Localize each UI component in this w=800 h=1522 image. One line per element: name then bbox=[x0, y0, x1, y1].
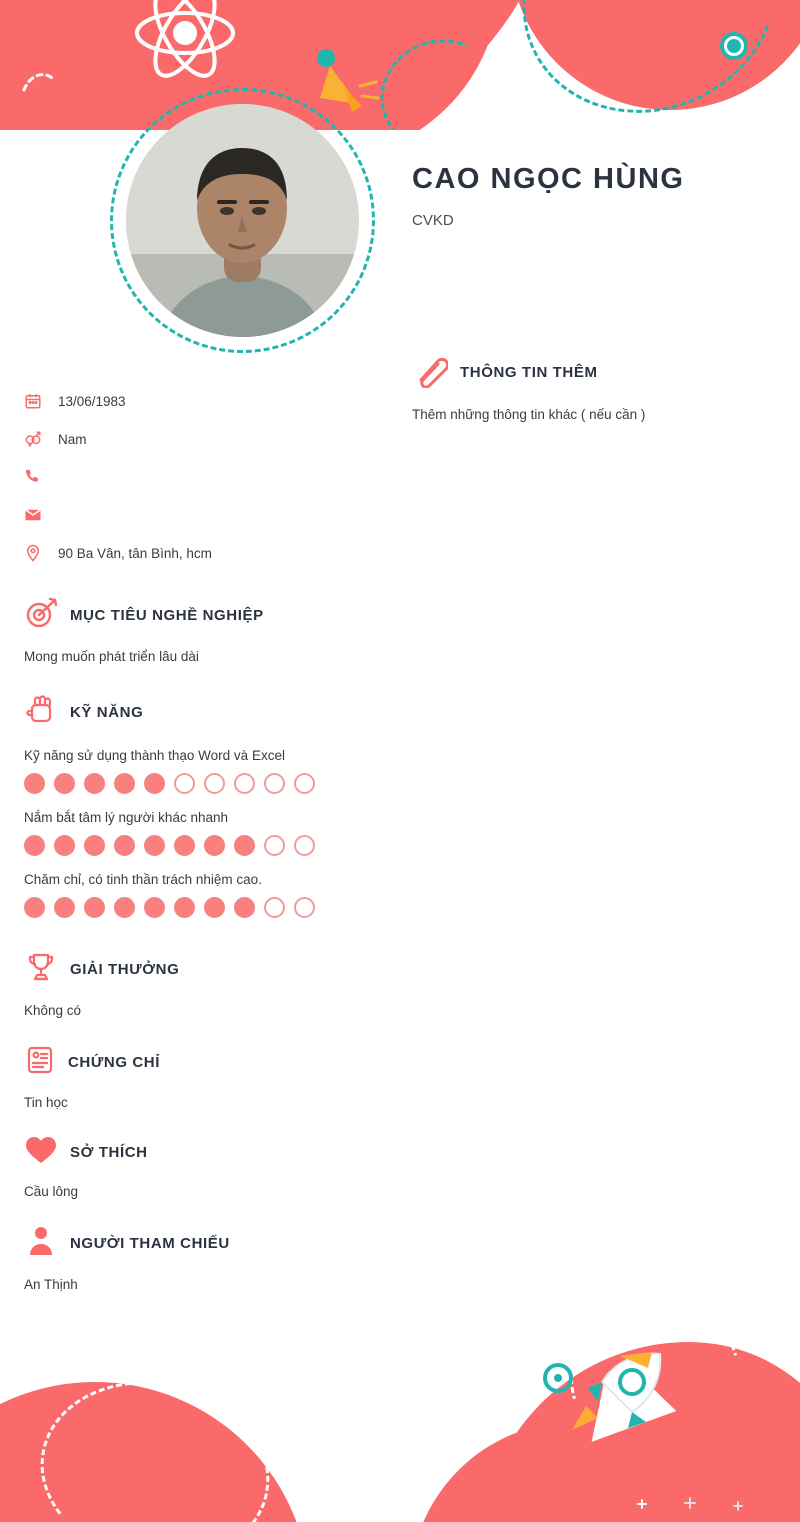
skill-dot bbox=[174, 897, 195, 918]
contact-row-birthdate bbox=[24, 382, 384, 420]
decor-dashed-arc-bottom bbox=[539, 1262, 771, 1493]
career-goal-body: Mong muốn phát triển lâu dài bbox=[24, 649, 199, 664]
skill-dot bbox=[24, 773, 45, 794]
gender-icon bbox=[24, 430, 58, 448]
contact-value-birthdate: 13/06/1983 bbox=[58, 393, 126, 409]
career-goal-header bbox=[24, 596, 404, 635]
skill-label: Nắm bắt tâm lý người khác nhanh bbox=[24, 810, 228, 826]
skill-dot bbox=[204, 835, 225, 856]
skill-dot bbox=[144, 897, 165, 918]
contact-value-gender: Nam bbox=[58, 431, 87, 447]
contact-value-address: 90 Ba Vân, tân Bình, hcm bbox=[58, 545, 212, 561]
hobbies-body: Cầu lông bbox=[24, 1183, 79, 1199]
references-section bbox=[24, 1224, 404, 1295]
skill-item bbox=[24, 810, 404, 856]
references-title: NGƯỜI THAM CHIẾU bbox=[70, 1235, 230, 1252]
skill-dot bbox=[234, 897, 255, 918]
skill-dot bbox=[234, 773, 255, 794]
skill-dot bbox=[264, 773, 285, 794]
awards-body: Không có bbox=[24, 1003, 82, 1019]
skill-rating bbox=[24, 773, 404, 794]
decor-blob-bottom-left bbox=[0, 1382, 310, 1522]
skill-dot bbox=[84, 773, 105, 794]
rocket-icon bbox=[520, 1342, 680, 1462]
certificates-header bbox=[24, 1044, 404, 1081]
extra-info-body: Thêm những thông tin khác ( nếu cần ) bbox=[412, 407, 646, 422]
skill-dot bbox=[294, 835, 315, 856]
avatar bbox=[110, 88, 375, 353]
skills-section bbox=[24, 693, 404, 918]
contact-row-email bbox=[24, 496, 384, 534]
skill-dot bbox=[114, 835, 135, 856]
certificates-body: Tin học bbox=[24, 1094, 68, 1110]
certificate-icon bbox=[24, 1044, 56, 1081]
skill-dot bbox=[174, 773, 195, 794]
decor-dashed-arc-bottom-2 bbox=[26, 1363, 284, 1522]
skill-dot bbox=[24, 835, 45, 856]
skill-dot bbox=[54, 835, 75, 856]
awards-header bbox=[24, 950, 404, 989]
calendar-icon bbox=[24, 392, 58, 410]
skill-dot bbox=[264, 835, 285, 856]
skill-rating bbox=[24, 835, 404, 856]
skill-dot bbox=[294, 773, 315, 794]
decor-blob-bottom-right-2 bbox=[410, 1422, 740, 1522]
career-goal-section bbox=[24, 596, 404, 667]
location-icon bbox=[24, 544, 58, 562]
skill-label: Kỹ năng sử dụng thành thạo Word và Excel bbox=[24, 748, 285, 764]
awards-title: GIẢI THƯỞNG bbox=[70, 961, 180, 979]
skill-dot bbox=[84, 897, 105, 918]
skill-dot bbox=[294, 897, 315, 918]
decor-blob-top-right bbox=[510, 0, 800, 110]
skill-dot bbox=[204, 773, 225, 794]
contact-row-gender bbox=[24, 420, 384, 458]
phone-icon bbox=[24, 468, 58, 486]
hobbies-header bbox=[24, 1135, 404, 1170]
decor-blob-bottom-right bbox=[480, 1342, 800, 1522]
skills-title: KỸ NĂNG bbox=[70, 704, 144, 722]
job-title: CVKD bbox=[412, 211, 454, 229]
skill-dot bbox=[144, 773, 165, 794]
decor-dashed-arc-2 bbox=[365, 23, 515, 130]
sparkle-icon bbox=[630, 1496, 750, 1520]
target-icon bbox=[24, 596, 58, 635]
atom-icon bbox=[130, 0, 240, 88]
references-body: An Thịnh bbox=[24, 1277, 78, 1292]
header-name-block bbox=[412, 164, 772, 229]
paperclip-icon bbox=[412, 352, 448, 393]
trophy-icon bbox=[24, 950, 58, 989]
skill-dot bbox=[204, 897, 225, 918]
hobbies-title: SỞ THÍCH bbox=[70, 1143, 148, 1161]
contact-row-phone bbox=[24, 458, 384, 496]
extra-info-header bbox=[412, 352, 776, 393]
extra-info-title: THÔNG TIN THÊM bbox=[460, 364, 598, 381]
contact-list bbox=[24, 382, 384, 572]
certificates-section bbox=[24, 1044, 404, 1113]
decor-ring-icon bbox=[720, 32, 748, 60]
references-header bbox=[24, 1224, 404, 1263]
skill-dot bbox=[144, 835, 165, 856]
page-title: CAO NGỌC HÙNG bbox=[412, 163, 685, 195]
contact-row-address bbox=[24, 534, 384, 572]
person-icon bbox=[24, 1224, 58, 1263]
skills-header bbox=[24, 693, 404, 732]
hobbies-section bbox=[24, 1135, 404, 1202]
decor-ring-dot bbox=[727, 39, 741, 53]
skill-dot bbox=[234, 835, 255, 856]
skill-dot bbox=[24, 897, 45, 918]
decor-dashed-arc-1 bbox=[484, 0, 800, 130]
career-goal-title: MỤC TIÊU NGHỀ NGHIỆP bbox=[70, 607, 264, 624]
skill-dot bbox=[54, 897, 75, 918]
fist-icon bbox=[24, 693, 58, 732]
skill-dot bbox=[114, 897, 135, 918]
skill-dot bbox=[174, 835, 195, 856]
heart-icon bbox=[24, 1135, 58, 1170]
skill-dot bbox=[54, 773, 75, 794]
skill-dot bbox=[264, 897, 285, 918]
skill-dot bbox=[114, 773, 135, 794]
email-icon bbox=[24, 506, 58, 524]
swirl-icon bbox=[20, 60, 60, 100]
awards-section bbox=[24, 950, 404, 1021]
skill-label: Chăm chỉ, có tinh thần trách nhiệm cao. bbox=[24, 872, 262, 888]
skill-item bbox=[24, 748, 404, 794]
skill-dot bbox=[84, 835, 105, 856]
main-sections bbox=[24, 596, 404, 1313]
avatar-portrait bbox=[126, 104, 359, 337]
skill-rating bbox=[24, 897, 404, 918]
extra-info-section bbox=[412, 352, 776, 425]
certificates-title: CHỨNG CHỈ bbox=[68, 1053, 161, 1071]
avatar-photo bbox=[126, 104, 359, 337]
skill-item bbox=[24, 872, 404, 918]
